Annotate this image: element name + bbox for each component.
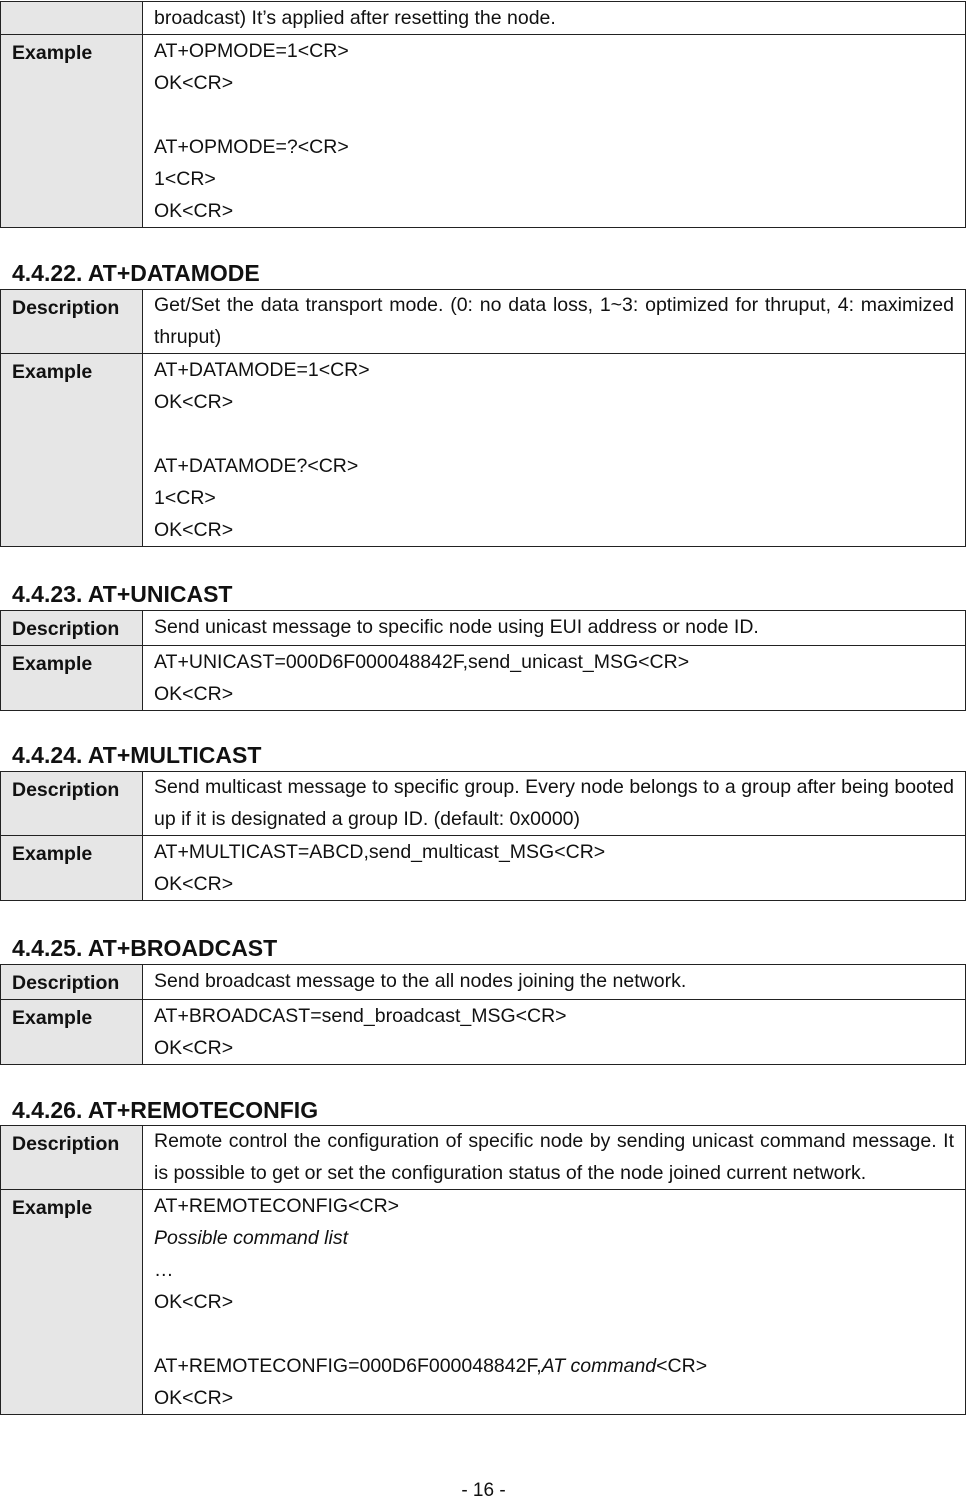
example-label: Example (1, 354, 143, 547)
opmode-table (0, 1, 966, 228)
example-label: Example (1, 35, 143, 228)
multicast-table (0, 771, 966, 901)
broadcast-description: Send broadcast message to the all nodes joining the network. (143, 965, 966, 1000)
datamode-table (0, 289, 966, 547)
remoteconfig-table (0, 1125, 966, 1415)
description-label: Description (1, 290, 143, 354)
description-label: Description (1, 772, 143, 836)
datamode-example: AT+DATAMODE=1<CR> OK<CR> AT+DATAMODE?<CR> 1<CR> OK<CR> (143, 354, 966, 547)
multicast-description: Send multicast message to specific group. Every node belongs to a group after being booted up if it is designated a group ID. (default: 0x0000) (143, 772, 966, 836)
description-label: Description (1, 1126, 143, 1190)
page-number: - 16 - (461, 1480, 506, 1501)
unicast-table (0, 610, 966, 711)
section-heading-multicast: 4.4.24. AT+MULTICAST (12, 742, 262, 768)
example-label: Example (1, 646, 143, 711)
section-heading-remoteconfig: 4.4.26. AT+REMOTECONFIG (12, 1097, 319, 1123)
description-label: Description (1, 965, 143, 1000)
example-label: Example (1, 1000, 143, 1065)
remoteconfig-description: Remote control the configuration of specific node by sending unicast command message. It is possible to get or set the configuration status of the node joined current network. (143, 1126, 966, 1190)
remoteconfig-set-command: AT+REMOTECONFIG=000D6F000048842F,AT command<CR> (154, 1355, 708, 1377)
example-label: Example (1, 1190, 143, 1415)
unicast-description: Send unicast message to specific node using EUI address or node ID. (143, 611, 966, 646)
opmode-description-continued: broadcast) It’s applied after resetting the node. (143, 2, 966, 35)
section-heading-unicast: 4.4.23. AT+UNICAST (12, 581, 233, 607)
example-label: Example (1, 836, 143, 901)
section-heading-datamode: 4.4.22. AT+DATAMODE (12, 260, 260, 286)
section-heading-broadcast: 4.4.25. AT+BROADCAST (12, 935, 278, 961)
multicast-example: AT+MULTICAST=ABCD,send_multicast_MSG<CR> OK<CR> (143, 836, 966, 901)
remoteconfig-example: AT+REMOTECONFIG<CR> Possible command list … OK<CR> AT+REMOTECONFIG=000D6F000048842F,AT command<CR> OK<CR> (143, 1190, 966, 1415)
broadcast-table (0, 964, 966, 1065)
opmode-example: AT+OPMODE=1<CR> OK<CR> AT+OPMODE=?<CR> 1<CR> OK<CR> (143, 35, 966, 228)
broadcast-example: AT+BROADCAST=send_broadcast_MSG<CR> OK<CR> (143, 1000, 966, 1065)
empty-label-cell (1, 2, 143, 35)
datamode-description: Get/Set the data transport mode. (0: no data loss, 1~3: optimized for thruput, 4: maximized thruput) (143, 290, 966, 354)
unicast-example: AT+UNICAST=000D6F000048842F,send_unicast_MSG<CR> OK<CR> (143, 646, 966, 711)
description-label: Description (1, 611, 143, 646)
